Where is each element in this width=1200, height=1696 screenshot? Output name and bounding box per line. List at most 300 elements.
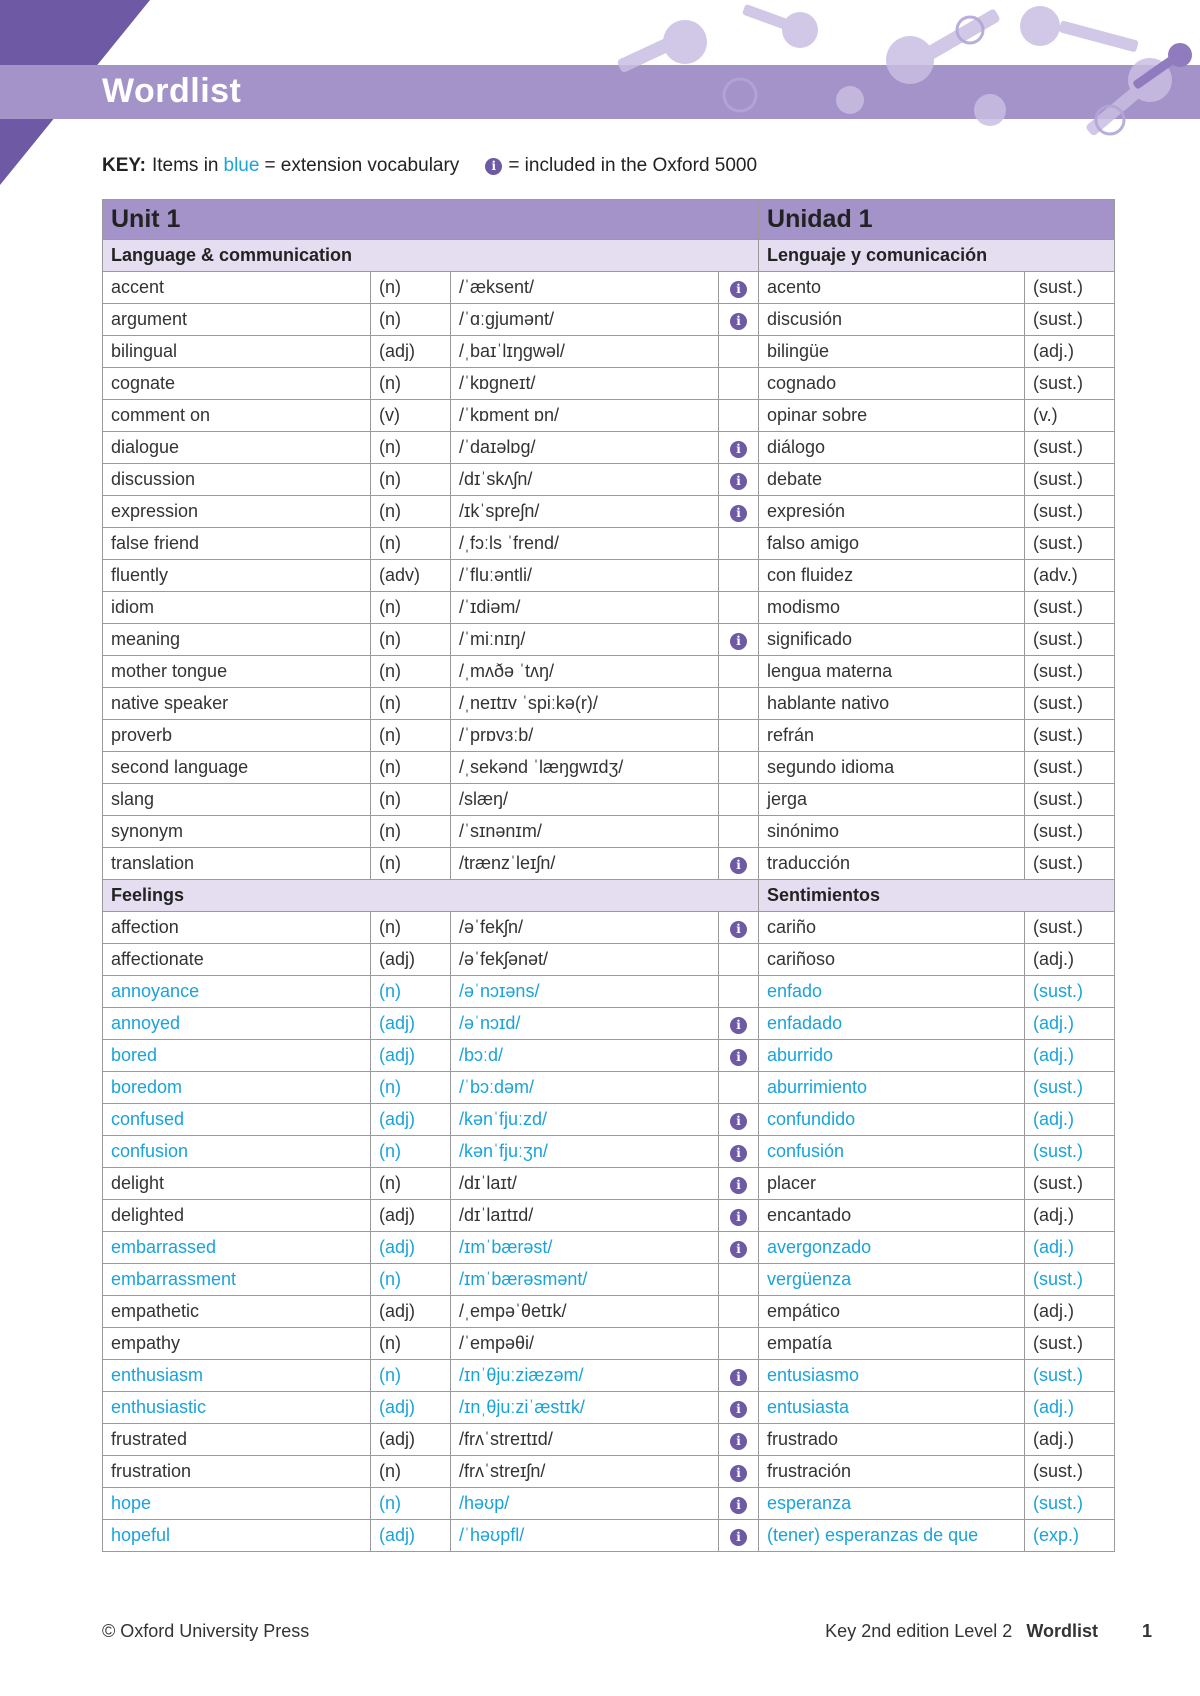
english-part-of-speech: (n) [371, 1168, 451, 1200]
pronunciation: /ɪnˌθjuːziˈæstɪk/ [451, 1392, 719, 1424]
english-word: native speaker [103, 688, 371, 720]
key-text-before: Items in [151, 155, 219, 176]
spanish-part-of-speech: (sust.) [1025, 528, 1115, 560]
spanish-part-of-speech: (adj.) [1025, 1200, 1115, 1232]
table-row [103, 1296, 1115, 1328]
pronunciation: /ɪmˈbærəsmənt/ [451, 1264, 719, 1296]
info-i-icon: i [730, 1177, 747, 1194]
pronunciation: /ˈɑːɡjumənt/ [451, 304, 719, 336]
english-word: second language [103, 752, 371, 784]
english-word: argument [103, 304, 371, 336]
oxford-marker-cell [719, 1456, 759, 1488]
english-part-of-speech: (adj) [371, 1424, 451, 1456]
english-part-of-speech: (adj) [371, 1232, 451, 1264]
pronunciation: /ˌfɔːls ˈfrend/ [451, 528, 719, 560]
spanish-translation: aburrido [759, 1040, 1025, 1072]
spanish-translation: (tener) esperanzas de que [759, 1520, 1025, 1552]
info-i-icon: i [730, 1017, 747, 1034]
spanish-translation: diálogo [759, 432, 1025, 464]
oxford-marker-cell [719, 496, 759, 528]
english-part-of-speech: (n) [371, 976, 451, 1008]
info-i-icon: i [730, 1209, 747, 1226]
pronunciation: /ˌbaɪˈlɪŋɡwəl/ [451, 336, 719, 368]
table-row [103, 1104, 1115, 1136]
oxford-marker-cell [719, 560, 759, 592]
spanish-translation: discusión [759, 304, 1025, 336]
english-word: hopeful [103, 1520, 371, 1552]
spanish-part-of-speech: (adv.) [1025, 560, 1115, 592]
english-word: expression [103, 496, 371, 528]
footer-edition: Key 2nd edition Level 2 [825, 1621, 1013, 1641]
spanish-part-of-speech: (sust.) [1025, 368, 1115, 400]
spanish-translation: acento [759, 272, 1025, 304]
key-legend [102, 155, 757, 177]
oxford-marker-cell [719, 1168, 759, 1200]
pronunciation: /ˌneɪtɪv ˈspiːkə(r)/ [451, 688, 719, 720]
spanish-part-of-speech: (sust.) [1025, 272, 1115, 304]
table-row [103, 784, 1115, 816]
spanish-translation: jerga [759, 784, 1025, 816]
pronunciation: /ˌsekənd ˈlæŋɡwɪdʒ/ [451, 752, 719, 784]
table-row [103, 720, 1115, 752]
table-row [103, 1040, 1115, 1072]
pronunciation: /ˈdaɪəlɒɡ/ [451, 432, 719, 464]
spanish-translation: opinar sobre [759, 400, 1025, 432]
spanish-part-of-speech: (sust.) [1025, 1360, 1115, 1392]
table-row [103, 1520, 1115, 1552]
spanish-translation: cognado [759, 368, 1025, 400]
english-word: bilingual [103, 336, 371, 368]
pronunciation: /əˈnɔɪəns/ [451, 976, 719, 1008]
oxford-marker-cell [719, 336, 759, 368]
oxford-marker-cell [719, 1008, 759, 1040]
spanish-translation: entusiasmo [759, 1360, 1025, 1392]
unit-title-en: Unit 1 [103, 200, 759, 240]
spanish-part-of-speech: (sust.) [1025, 912, 1115, 944]
pronunciation: /bɔːd/ [451, 1040, 719, 1072]
oxford-marker-cell [719, 912, 759, 944]
table-row [103, 944, 1115, 976]
info-i-icon: i [730, 1497, 747, 1514]
oxford-marker-cell [719, 624, 759, 656]
pronunciation: /ˈsɪnənɪm/ [451, 816, 719, 848]
info-i-icon: i [485, 158, 502, 175]
table-row [103, 1168, 1115, 1200]
english-part-of-speech: (n) [371, 464, 451, 496]
table-row [103, 1488, 1115, 1520]
pronunciation: /ˌempəˈθetɪk/ [451, 1296, 719, 1328]
spanish-translation: refrán [759, 720, 1025, 752]
spanish-translation: esperanza [759, 1488, 1025, 1520]
english-word: empathetic [103, 1296, 371, 1328]
pronunciation: /ˈfluːəntli/ [451, 560, 719, 592]
english-word: enthusiastic [103, 1392, 371, 1424]
oxford-marker-cell [719, 1072, 759, 1104]
english-part-of-speech: (n) [371, 1488, 451, 1520]
english-part-of-speech: (n) [371, 528, 451, 560]
oxford-marker-cell [719, 944, 759, 976]
spanish-part-of-speech: (adj.) [1025, 1040, 1115, 1072]
table-row [103, 1072, 1115, 1104]
footer-copyright: © Oxford University Press [102, 1621, 310, 1641]
info-i-icon: i [730, 1241, 747, 1258]
spanish-translation: significado [759, 624, 1025, 656]
oxford-marker-cell [719, 528, 759, 560]
spanish-translation: empatía [759, 1328, 1025, 1360]
spanish-part-of-speech: (sust.) [1025, 464, 1115, 496]
oxford-marker-cell [719, 816, 759, 848]
table-row [103, 624, 1115, 656]
key-label: KEY: [102, 155, 146, 176]
table-row [103, 272, 1115, 304]
keys-illustration [590, 0, 1200, 140]
english-word: confused [103, 1104, 371, 1136]
table-row [103, 400, 1115, 432]
spanish-part-of-speech: (sust.) [1025, 1136, 1115, 1168]
pronunciation: /əˈfekʃənət/ [451, 944, 719, 976]
spanish-translation: expresión [759, 496, 1025, 528]
english-part-of-speech: (n) [371, 720, 451, 752]
oxford-marker-cell [719, 1264, 759, 1296]
pronunciation: /ɪkˈspreʃn/ [451, 496, 719, 528]
english-word: affection [103, 912, 371, 944]
table-row [103, 848, 1115, 880]
english-part-of-speech: (n) [371, 848, 451, 880]
english-part-of-speech: (adj) [371, 1008, 451, 1040]
wordlist-table [102, 199, 1115, 1552]
spanish-translation: falso amigo [759, 528, 1025, 560]
pronunciation: /əˈfekʃn/ [451, 912, 719, 944]
english-word: false friend [103, 528, 371, 560]
english-part-of-speech: (n) [371, 912, 451, 944]
table-row [103, 592, 1115, 624]
english-word: meaning [103, 624, 371, 656]
key-text-after: = extension vocabulary [264, 155, 460, 176]
page-title: Wordlist [102, 72, 242, 110]
table-row [103, 1264, 1115, 1296]
english-word: confusion [103, 1136, 371, 1168]
table-row [103, 368, 1115, 400]
english-part-of-speech: (n) [371, 688, 451, 720]
spanish-translation: confundido [759, 1104, 1025, 1136]
spanish-part-of-speech: (adj.) [1025, 1392, 1115, 1424]
english-part-of-speech: (n) [371, 1136, 451, 1168]
english-word: frustration [103, 1456, 371, 1488]
info-i-icon: i [730, 633, 747, 650]
spanish-translation: aburrimiento [759, 1072, 1025, 1104]
table-row [103, 1136, 1115, 1168]
table-row [103, 912, 1115, 944]
info-i-icon: i [730, 473, 747, 490]
spanish-translation: empático [759, 1296, 1025, 1328]
section-header-row [103, 240, 1115, 272]
spanish-part-of-speech: (adj.) [1025, 336, 1115, 368]
spanish-part-of-speech: (sust.) [1025, 304, 1115, 336]
oxford-marker-cell [719, 656, 759, 688]
spanish-translation: lengua materna [759, 656, 1025, 688]
english-part-of-speech: (n) [371, 752, 451, 784]
oxford-marker-cell [719, 1104, 759, 1136]
info-i-icon: i [730, 1369, 747, 1386]
english-part-of-speech: (n) [371, 1072, 451, 1104]
english-part-of-speech: (n) [371, 1456, 451, 1488]
english-word: empathy [103, 1328, 371, 1360]
info-i-icon: i [730, 441, 747, 458]
pronunciation: /dɪˈlaɪt/ [451, 1168, 719, 1200]
unit-title-es: Unidad 1 [759, 200, 1115, 240]
spanish-part-of-speech: (sust.) [1025, 720, 1115, 752]
spanish-translation: enfado [759, 976, 1025, 1008]
english-word: proverb [103, 720, 371, 752]
section-title-es: Sentimientos [759, 880, 1115, 912]
pronunciation: /ˈbɔːdəm/ [451, 1072, 719, 1104]
spanish-part-of-speech: (sust.) [1025, 1328, 1115, 1360]
english-word: bored [103, 1040, 371, 1072]
oxford-marker-cell [719, 1040, 759, 1072]
pronunciation: /ˈhəʊpfl/ [451, 1520, 719, 1552]
pronunciation: /həʊp/ [451, 1488, 719, 1520]
spanish-part-of-speech: (sust.) [1025, 1168, 1115, 1200]
english-word: boredom [103, 1072, 371, 1104]
info-i-icon: i [730, 313, 747, 330]
english-word: embarrassment [103, 1264, 371, 1296]
spanish-translation: bilingüe [759, 336, 1025, 368]
english-part-of-speech: (n) [371, 432, 451, 464]
info-i-icon: i [730, 505, 747, 522]
oxford-marker-cell [719, 1360, 759, 1392]
spanish-part-of-speech: (sust.) [1025, 752, 1115, 784]
english-part-of-speech: (n) [371, 592, 451, 624]
english-part-of-speech: (adj) [371, 944, 451, 976]
oxford-marker-cell [719, 1328, 759, 1360]
english-part-of-speech: (n) [371, 1360, 451, 1392]
english-word: annoyance [103, 976, 371, 1008]
unit-header-row [103, 200, 1115, 240]
spanish-part-of-speech: (sust.) [1025, 976, 1115, 1008]
table-row [103, 976, 1115, 1008]
english-part-of-speech: (adj) [371, 1104, 451, 1136]
spanish-part-of-speech: (sust.) [1025, 688, 1115, 720]
english-part-of-speech: (adj) [371, 1200, 451, 1232]
table-row [103, 496, 1115, 528]
spanish-translation: cariñoso [759, 944, 1025, 976]
oxford-marker-cell [719, 1488, 759, 1520]
oxford-marker-cell [719, 688, 759, 720]
spanish-translation: debate [759, 464, 1025, 496]
section-title-en: Feelings [103, 880, 759, 912]
english-word: delight [103, 1168, 371, 1200]
english-part-of-speech: (n) [371, 272, 451, 304]
spanish-translation: hablante nativo [759, 688, 1025, 720]
english-part-of-speech: (n) [371, 1328, 451, 1360]
table-row [103, 1360, 1115, 1392]
spanish-translation: frustrado [759, 1424, 1025, 1456]
english-word: discussion [103, 464, 371, 496]
english-word: translation [103, 848, 371, 880]
oxford-marker-cell [719, 848, 759, 880]
spanish-part-of-speech: (sust.) [1025, 624, 1115, 656]
spanish-part-of-speech: (sust.) [1025, 432, 1115, 464]
pronunciation: /trænzˈleɪʃn/ [451, 848, 719, 880]
english-word: enthusiasm [103, 1360, 371, 1392]
english-part-of-speech: (n) [371, 368, 451, 400]
table-row [103, 1200, 1115, 1232]
english-part-of-speech: (v) [371, 400, 451, 432]
english-part-of-speech: (adj) [371, 1520, 451, 1552]
english-word: synonym [103, 816, 371, 848]
english-word: comment on [103, 400, 371, 432]
section-title-en: Language & communication [103, 240, 759, 272]
oxford-marker-cell [719, 784, 759, 816]
pronunciation: /ˌmʌðə ˈtʌŋ/ [451, 656, 719, 688]
oxford-marker-cell [719, 1200, 759, 1232]
oxford-marker-cell [719, 432, 759, 464]
spanish-part-of-speech: (sust.) [1025, 496, 1115, 528]
info-i-icon: i [730, 1049, 747, 1066]
english-part-of-speech: (n) [371, 496, 451, 528]
pronunciation: /ˈɪdiəm/ [451, 592, 719, 624]
spanish-part-of-speech: (adj.) [1025, 1104, 1115, 1136]
info-i-icon: i [730, 1465, 747, 1482]
spanish-translation: con fluidez [759, 560, 1025, 592]
spanish-translation: cariño [759, 912, 1025, 944]
spanish-part-of-speech: (sust.) [1025, 816, 1115, 848]
pronunciation: /kənˈfjuːʒn/ [451, 1136, 719, 1168]
table-row [103, 1456, 1115, 1488]
spanish-translation: confusión [759, 1136, 1025, 1168]
pronunciation: /əˈnɔɪd/ [451, 1008, 719, 1040]
pronunciation: /ɪmˈbærəst/ [451, 1232, 719, 1264]
spanish-translation: enfadado [759, 1008, 1025, 1040]
key-blue-word: blue [223, 155, 260, 176]
pronunciation: /ˈkɒɡneɪt/ [451, 368, 719, 400]
english-word: annoyed [103, 1008, 371, 1040]
spanish-translation: traducción [759, 848, 1025, 880]
spanish-part-of-speech: (sust.) [1025, 784, 1115, 816]
english-word: cognate [103, 368, 371, 400]
table-row [103, 688, 1115, 720]
spanish-translation: avergonzado [759, 1232, 1025, 1264]
oxford-marker-cell [719, 1424, 759, 1456]
info-i-icon: i [730, 1113, 747, 1130]
pronunciation: /ˈmiːnɪŋ/ [451, 624, 719, 656]
section-title-es: Lenguaje y comunicación [759, 240, 1115, 272]
oxford-marker-cell [719, 1296, 759, 1328]
english-word: idiom [103, 592, 371, 624]
spanish-part-of-speech: (sust.) [1025, 656, 1115, 688]
spanish-part-of-speech: (sust.) [1025, 1488, 1115, 1520]
spanish-part-of-speech: (adj.) [1025, 1008, 1115, 1040]
english-word: embarrassed [103, 1232, 371, 1264]
pronunciation: /ˈprɒvɜːb/ [451, 720, 719, 752]
pronunciation: /frʌˈstreɪtɪd/ [451, 1424, 719, 1456]
english-part-of-speech: (adj) [371, 1040, 451, 1072]
english-part-of-speech: (n) [371, 656, 451, 688]
table-row [103, 336, 1115, 368]
info-i-icon: i [730, 281, 747, 298]
table-row [103, 528, 1115, 560]
table-row [103, 656, 1115, 688]
english-part-of-speech: (adj) [371, 1296, 451, 1328]
table-row [103, 464, 1115, 496]
spanish-part-of-speech: (adj.) [1025, 944, 1115, 976]
oxford-marker-cell [719, 592, 759, 624]
spanish-translation: encantado [759, 1200, 1025, 1232]
english-part-of-speech: (n) [371, 816, 451, 848]
table-row [103, 816, 1115, 848]
english-part-of-speech: (n) [371, 304, 451, 336]
spanish-translation: frustración [759, 1456, 1025, 1488]
oxford-marker-cell [719, 720, 759, 752]
footer-page-number: 1 [1141, 1621, 1152, 1641]
spanish-part-of-speech: (exp.) [1025, 1520, 1115, 1552]
english-word: frustrated [103, 1424, 371, 1456]
spanish-part-of-speech: (sust.) [1025, 1072, 1115, 1104]
english-part-of-speech: (adv) [371, 560, 451, 592]
table-row [103, 1008, 1115, 1040]
oxford-marker-cell [719, 304, 759, 336]
english-part-of-speech: (n) [371, 784, 451, 816]
info-i-icon: i [730, 1401, 747, 1418]
pronunciation: /ɪnˈθjuːziæzəm/ [451, 1360, 719, 1392]
spanish-translation: modismo [759, 592, 1025, 624]
english-part-of-speech: (adj) [371, 336, 451, 368]
oxford-marker-cell [719, 464, 759, 496]
spanish-translation: segundo idioma [759, 752, 1025, 784]
english-word: dialogue [103, 432, 371, 464]
table-row [103, 304, 1115, 336]
english-part-of-speech: (n) [371, 1264, 451, 1296]
english-word: affectionate [103, 944, 371, 976]
spanish-translation: entusiasta [759, 1392, 1025, 1424]
table-row [103, 1328, 1115, 1360]
english-word: mother tongue [103, 656, 371, 688]
oxford-marker-cell [719, 272, 759, 304]
pronunciation: /dɪˈlaɪtɪd/ [451, 1200, 719, 1232]
table-row [103, 1424, 1115, 1456]
oxford-marker-cell [719, 400, 759, 432]
english-word: fluently [103, 560, 371, 592]
pronunciation: /ˈempəθi/ [451, 1328, 719, 1360]
english-part-of-speech: (adj) [371, 1392, 451, 1424]
footer-section: Wordlist [1026, 1621, 1098, 1641]
spanish-part-of-speech: (v.) [1025, 400, 1115, 432]
oxford-marker-cell [719, 1136, 759, 1168]
oxford-marker-cell [719, 1520, 759, 1552]
spanish-part-of-speech: (sust.) [1025, 848, 1115, 880]
table-row [103, 1232, 1115, 1264]
oxford-marker-cell [719, 368, 759, 400]
spanish-part-of-speech: (sust.) [1025, 592, 1115, 624]
english-part-of-speech: (n) [371, 624, 451, 656]
oxford-marker-cell [719, 752, 759, 784]
spanish-part-of-speech: (adj.) [1025, 1296, 1115, 1328]
pronunciation: /kənˈfjuːzd/ [451, 1104, 719, 1136]
key-oxford-text: = included in the Oxford 5000 [508, 155, 758, 176]
spanish-translation: vergüenza [759, 1264, 1025, 1296]
info-i-icon: i [730, 1433, 747, 1450]
table-row [103, 1392, 1115, 1424]
table-row [103, 560, 1115, 592]
section-header-row [103, 880, 1115, 912]
table-row [103, 432, 1115, 464]
spanish-part-of-speech: (sust.) [1025, 1264, 1115, 1296]
info-i-icon: i [730, 921, 747, 938]
oxford-marker-cell [719, 976, 759, 1008]
spanish-part-of-speech: (adj.) [1025, 1424, 1115, 1456]
info-i-icon: i [730, 1529, 747, 1546]
oxford-marker-cell [719, 1232, 759, 1264]
